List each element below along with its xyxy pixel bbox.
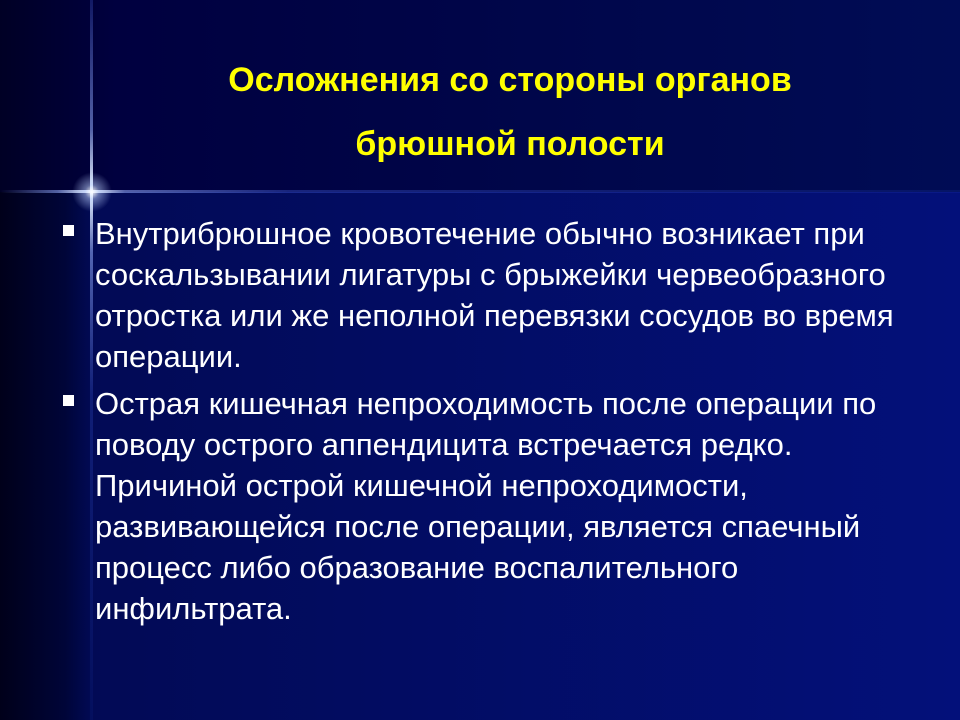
slide-title-line-2: брюшной полости — [355, 125, 665, 163]
light-flare-horizontal — [0, 190, 960, 193]
slide-title — [100, 48, 920, 176]
bullet-text: Внутрибрюшное кровотечение обычно возникает при соскальзывании лигатуры с брыжейки червеобразного отростка или же неполной перевязки сосудов во время операции. — [95, 216, 894, 374]
square-bullet-icon — [63, 395, 74, 406]
square-bullet-icon — [63, 225, 74, 236]
light-flare-glow — [72, 172, 112, 212]
bullet-text: Острая кишечная непроходимость после операции по поводу острого аппендицита встречается редко. Причиной острой кишечной непроходимости, развивающейся после операции, является спаечный процесс либо образование воспалительного инфильтрата. — [95, 386, 877, 626]
bullet-list — [60, 213, 930, 635]
bullet-item — [60, 383, 930, 629]
bullet-item — [60, 213, 930, 377]
slide-title-line-1: Осложнения со стороны органов — [228, 61, 792, 99]
